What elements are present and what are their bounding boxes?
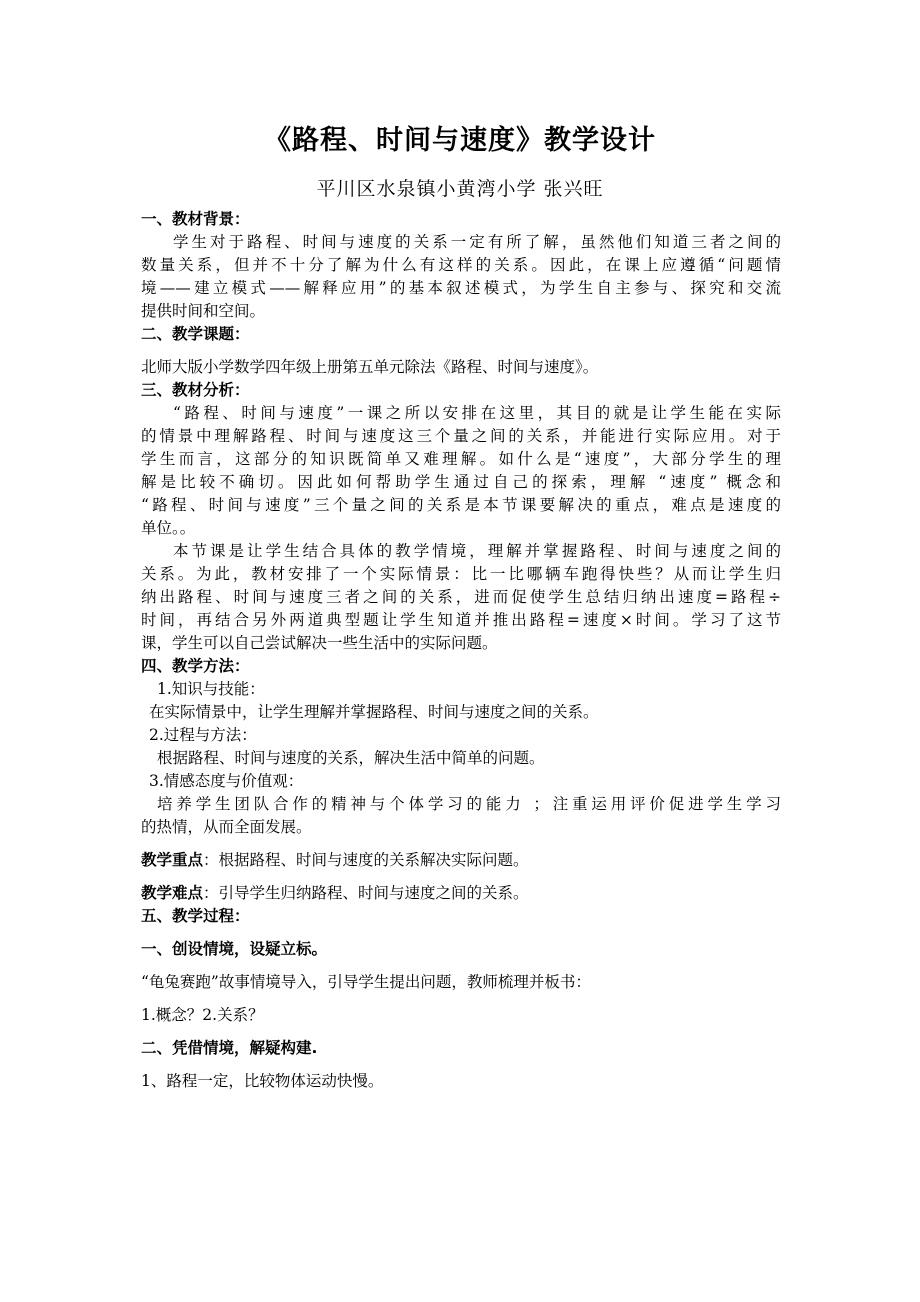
paragraph-line: 学生对于路程、时间与速度的关系一定有所了解，虽然他们知道三者之间的 [173,233,781,251]
key-point-label: 教学重点 [141,851,204,869]
document-body [141,208,781,1093]
topic-text: 北师大版小学数学四年级上册第五单元除法《路程、时间与速度》。 [141,358,599,376]
paragraph-line: 本节课是让学生结合具体的教学情境，理解并掌握路程、时间与速度之间的 [173,542,781,560]
paragraph-line: 关系。为此，教材安排了一个实际情景：比一比哪辆车跑得快些？从而让学生归 [141,565,781,583]
method-item-label: 1.知识与技能： [157,680,265,698]
paragraph-line: 解是比较不确切。因此如何帮助学生通过自己的探索，理解 “速度” 概念和 [141,473,781,491]
method-item-text: 培养学生团队合作的精神与个体学习的能力 ；注重运用评价促进学生学习 [157,795,781,813]
step2-heading: 二、凭借情境，解疑构建. [141,1039,318,1057]
paragraph-line: 学生而言，这部分的知识既简单又难理解。如什么是“速度”，大部分学生的理 [141,450,781,468]
paragraph-line: 的情景中理解路程、时间与速度这三个量之间的关系，并能进行实际应用。对于 [141,427,781,445]
paragraph-line: 单位。。 [141,519,196,537]
difficulty [141,882,781,905]
section-heading-topic: 二、教学课题： [141,325,250,343]
method-item-text: 在实际情景中，让学生理解并掌握路程、时间与速度之间的关系。 [149,703,599,721]
document-title: 《路程、时间与速度》教学设计 [264,125,656,156]
step1-heading: 一、创设情境，设疑立标。 [141,940,328,958]
key-point-text: ：根据路程、时间与速度的关系解决实际问题。 [203,851,529,869]
paragraph-line: 境——建立模式——解释应用”的基本叙述模式，为学生自主参与、探究和交流 [141,279,781,297]
paragraph-line: 时间，再结合另外两道典型题让学生知道并推出路程=速度×时间。学习了这节 [141,611,781,629]
step1-questions: 1.概念？2.关系？ [141,1006,264,1024]
step1-text: “龟兔赛跑”故事情境导入，引导学生提出问题，教师梳理并板书： [141,973,591,991]
section-heading-analysis: 三、教材分析： [141,381,250,399]
paragraph-line: “路程、时间与速度”一课之所以安排在这里，其目的就是让学生能在实际 [173,404,781,422]
section-heading-methods: 四、教学方法： [141,657,250,675]
difficulty-text: ：引导学生归纳路程、时间与速度之间的关系。 [203,884,529,902]
method-item-text: 的热情，从而全面发展。 [141,818,312,836]
section-heading-process: 五、教学过程： [141,907,250,925]
key-point [141,849,781,872]
paragraph-line: 提供时间和空间。 [141,302,266,320]
section-heading-background: 一、教材背景： [141,210,250,228]
difficulty-label: 教学难点 [141,884,204,902]
method-item-label: 2.过程与方法： [149,726,257,744]
step2-text: 1、路程一定，比较物体运动快慢。 [141,1072,384,1090]
document-author: 平川区水泉镇小黄湾小学 张兴旺 [316,178,604,200]
paragraph-line: 纳出路程、时间与速度三者之间的关系，进而促使学生总结归纳出速度=路程÷ [141,588,781,606]
paragraph-line: 课，学生可以自己尝试解决一些生活中的实际问题。 [141,634,498,652]
paragraph-line: 数量关系，但并不十分了解为什么有这样的关系。因此，在课上应遵循“问题情 [141,256,781,274]
method-item-label: 3.情感态度与价值观： [149,772,304,790]
method-item-text: 根据路程、时间与速度的关系，解决生活中简单的问题。 [157,749,545,767]
paragraph-line: “路程、时间与速度”三个量之间的关系是本节课要解决的重点，难点是速度的 [141,496,781,514]
